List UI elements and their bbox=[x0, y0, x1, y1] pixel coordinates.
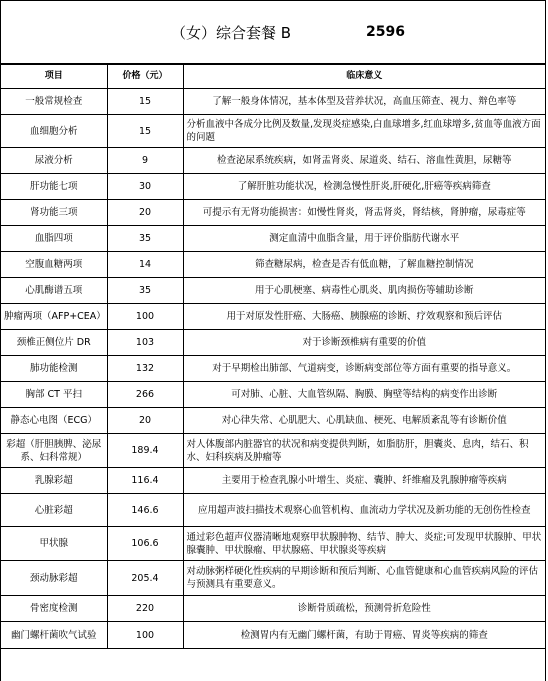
table-row bbox=[1, 468, 545, 494]
row-item: 心脏彩超 bbox=[1, 494, 107, 527]
row-item: 肿瘤两项（AFP+CEA） bbox=[1, 304, 107, 330]
row-price: 100 bbox=[107, 304, 183, 330]
row-item: 彩超（肝胆胰脾、泌尿系、妇科常规） bbox=[1, 434, 107, 468]
row-item: 颈椎正侧位片 DR bbox=[1, 330, 107, 356]
row-meaning: 对人体腹部内脏器官的状况和病变提供判断，如脂肪肝，胆囊炎、息肉，结石、积水、妇科疾病及肿瘤等 bbox=[183, 434, 545, 468]
table-row bbox=[1, 200, 545, 226]
package-total-price: 2596 bbox=[366, 24, 406, 40]
table-row bbox=[1, 304, 545, 330]
row-meaning: 可对肺、心脏、大血管纵隔、胸膜、胸壁等结构的病变作出诊断 bbox=[183, 382, 545, 408]
row-price: 35 bbox=[107, 278, 183, 304]
row-meaning: 对心律失常、心肌肥大、心肌缺血、梗死、电解质紊乱等有诊断价值 bbox=[183, 408, 545, 434]
row-price: 35 bbox=[107, 226, 183, 252]
table-row bbox=[1, 382, 545, 408]
row-meaning: 通过彩色超声仪器清晰地观察甲状腺肿物、结节、肿大、炎症;可发现甲状腺肿、甲状腺囊肿、甲状腺瘤、甲状腺癌、甲状腺炎等疾病 bbox=[183, 527, 545, 561]
row-item: 尿液分析 bbox=[1, 148, 107, 174]
title-row bbox=[1, 1, 545, 64]
row-meaning: 主要用于检查乳腺小叶增生、炎症、囊肿、纤维瘤及乳腺肿瘤等疾病 bbox=[183, 468, 545, 494]
row-meaning: 检查泌尿系统疾病，如肾盂肾炎、尿道炎、结石、溶血性黄胆，尿糖等 bbox=[183, 148, 545, 174]
row-item: 幽门螺杆菌吹气试验 bbox=[1, 622, 107, 649]
row-meaning: 用于心肌梗塞、病毒性心肌炎、肌肉损伤等辅助诊断 bbox=[183, 278, 545, 304]
row-meaning: 分析血液中各成分比例及数量,发现炎症感染,白血球增多,红血球增多,贫血等血液方面的问题 bbox=[183, 115, 545, 148]
row-item: 血脂四项 bbox=[1, 226, 107, 252]
row-item: 血细胞分析 bbox=[1, 115, 107, 148]
table-row bbox=[1, 527, 545, 561]
table-row bbox=[1, 356, 545, 382]
row-meaning: 测定血清中血脂含量，用于评价脂肪代谢水平 bbox=[183, 226, 545, 252]
row-meaning: 了解肝脏功能状况，检测急慢性肝炎,肝硬化,肝癌等疾病筛查 bbox=[183, 174, 545, 200]
row-meaning: 可提示有无肾功能损害：如慢性肾炎，肾盂肾炎，肾结核，肾肿瘤，尿毒症等 bbox=[183, 200, 545, 226]
row-price: 106.6 bbox=[107, 527, 183, 561]
row-price: 20 bbox=[107, 408, 183, 434]
row-price: 266 bbox=[107, 382, 183, 408]
row-price: 14 bbox=[107, 252, 183, 278]
row-meaning: 对动脉粥样硬化性疾病的早期诊断和预后判断、心血管健康和心血管疾病风险的评估与预测具有重要意义。 bbox=[183, 561, 545, 596]
row-price: 15 bbox=[107, 115, 183, 148]
row-meaning: 诊断骨质疏松，预测骨折危险性 bbox=[183, 596, 545, 622]
row-item: 心肌酶谱五项 bbox=[1, 278, 107, 304]
row-item: 肾功能三项 bbox=[1, 200, 107, 226]
row-price: 20 bbox=[107, 200, 183, 226]
header-item: 项目 bbox=[1, 65, 107, 89]
row-item: 空腹血糖两项 bbox=[1, 252, 107, 278]
table-row bbox=[1, 89, 545, 115]
row-price: 100 bbox=[107, 622, 183, 649]
row-item: 乳腺彩超 bbox=[1, 468, 107, 494]
table-row bbox=[1, 278, 545, 304]
row-meaning: 对于早期检出肺部、气道病变，诊断病变部位等方面有重要的指导意义。 bbox=[183, 356, 545, 382]
table-row bbox=[1, 596, 545, 622]
table-row bbox=[1, 148, 545, 174]
row-meaning: 对于诊断颈椎病有重要的价值 bbox=[183, 330, 545, 356]
table-row bbox=[1, 434, 545, 468]
row-item: 肺功能检测 bbox=[1, 356, 107, 382]
row-item: 甲状腺 bbox=[1, 527, 107, 561]
table-row bbox=[1, 115, 545, 148]
row-price: 146.6 bbox=[107, 494, 183, 527]
header-price: 价格（元） bbox=[107, 65, 183, 89]
row-price: 189.4 bbox=[107, 434, 183, 468]
row-item: 一般常规检查 bbox=[1, 89, 107, 115]
table-row bbox=[1, 226, 545, 252]
row-price: 30 bbox=[107, 174, 183, 200]
row-price: 15 bbox=[107, 89, 183, 115]
row-meaning: 了解一般身体情况，基本体型及营养状况，高血压筛查、视力、辩色率等 bbox=[183, 89, 545, 115]
table-header-row bbox=[1, 65, 545, 89]
table-row bbox=[1, 408, 545, 434]
row-price: 132 bbox=[107, 356, 183, 382]
table-row bbox=[1, 174, 545, 200]
row-item: 骨密度检测 bbox=[1, 596, 107, 622]
table-row bbox=[1, 561, 545, 596]
row-price: 116.4 bbox=[107, 468, 183, 494]
row-item: 胸部 CT 平扫 bbox=[1, 382, 107, 408]
row-item: 肝功能七项 bbox=[1, 174, 107, 200]
row-meaning: 筛查糖尿病，检查是否有低血糖，了解血糖控制情况 bbox=[183, 252, 545, 278]
row-item: 颈动脉彩超 bbox=[1, 561, 107, 596]
row-meaning: 检测胃内有无幽门螺杆菌，有助于胃癌、胃炎等疾病的筛查 bbox=[183, 622, 545, 649]
row-price: 9 bbox=[107, 148, 183, 174]
exam-table bbox=[1, 64, 545, 649]
package-title: （女）综合套餐 B bbox=[170, 23, 292, 42]
row-price: 103 bbox=[107, 330, 183, 356]
table-row bbox=[1, 494, 545, 527]
table-row bbox=[1, 622, 545, 649]
table-row bbox=[1, 252, 545, 278]
row-meaning: 用于对原发性肝癌、大肠癌、胰腺癌的诊断、疗效观察和预后评估 bbox=[183, 304, 545, 330]
header-meaning: 临床意义 bbox=[183, 65, 545, 89]
row-meaning: 应用超声波扫描技术观察心血管机构、血流动力学状况及新功能的无创伤性检查 bbox=[183, 494, 545, 527]
table-row bbox=[1, 330, 545, 356]
row-item: 静态心电图（ECG） bbox=[1, 408, 107, 434]
row-price: 220 bbox=[107, 596, 183, 622]
row-price: 205.4 bbox=[107, 561, 183, 596]
